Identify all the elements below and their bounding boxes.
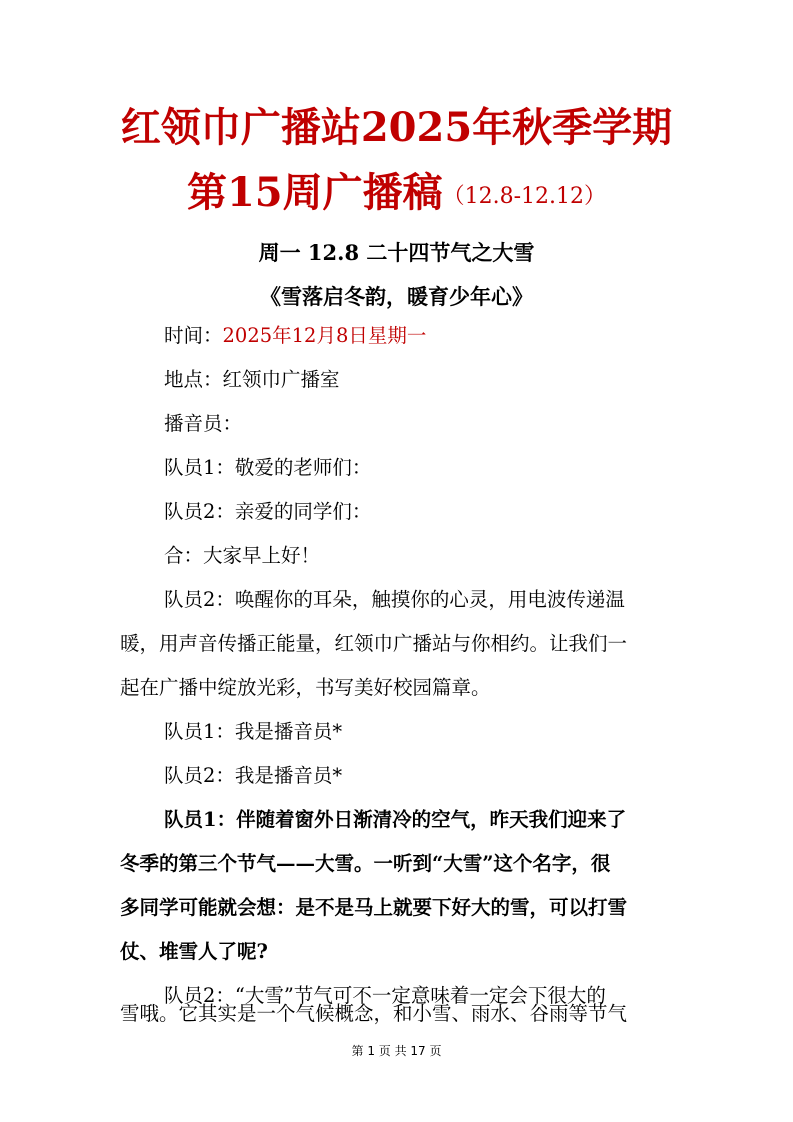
script-line: 队员1：敬爱的老师们： bbox=[164, 456, 372, 479]
place-line: 地点：红领巾广播室 bbox=[164, 368, 340, 391]
title-date-range: （12.8-12.12） bbox=[442, 184, 607, 209]
time-label: 时间： bbox=[164, 324, 223, 347]
script-line: 暖，用声音传播正能量，红领巾广播站与你相约。让我们一 bbox=[120, 632, 628, 655]
program-title: 《雪落启冬韵，暖育少年心》 bbox=[260, 284, 533, 309]
script-line: 多同学可能就会想：是不是马上就要下好大的雪，可以打雪 bbox=[120, 896, 628, 919]
script-line: 合：大家早上好！ bbox=[164, 544, 321, 567]
script-line: 冬季的第三个节气——大雪。一听到“大雪”这个名字，很 bbox=[120, 852, 611, 875]
script-line: 队员2：亲爱的同学们： bbox=[164, 500, 372, 523]
document-title-line1: 红领巾广播站2025年秋季学期 bbox=[120, 104, 673, 151]
script-line: 队员2：我是播音员* bbox=[164, 764, 343, 787]
script-line: 队员1：伴随着窗外日渐清冷的空气，昨天我们迎来了 bbox=[164, 808, 627, 831]
page-footer: 第 1 页 共 17 页 bbox=[351, 1044, 442, 1058]
script-line: 队员2：“大雪”节气可不一定意味着一定会下很大的 bbox=[164, 984, 606, 1007]
script-line: 队员2：唤醒你的耳朵，触摸你的心灵，用电波传递温 bbox=[164, 588, 625, 611]
day-heading: 周一 12.8 二十四节气之大雪 bbox=[258, 240, 535, 265]
script-line: 雪哦。它其实是一个气候概念，和小雪、雨水、谷雨等节气 bbox=[120, 1002, 628, 1025]
script-line: 队员1：我是播音员* bbox=[164, 720, 343, 743]
hosts-label: 播音员： bbox=[164, 412, 243, 435]
document-title-line2 bbox=[0, 168, 793, 222]
time-line bbox=[164, 322, 426, 350]
script-line: 仗、堆雪人了呢? bbox=[120, 940, 268, 963]
title-week: 第15周广播稿 bbox=[186, 169, 443, 216]
time-value: 2025年12月8日星期一 bbox=[222, 324, 427, 347]
script-line: 起在广播中绽放光彩，书写美好校园篇章。 bbox=[120, 676, 491, 699]
